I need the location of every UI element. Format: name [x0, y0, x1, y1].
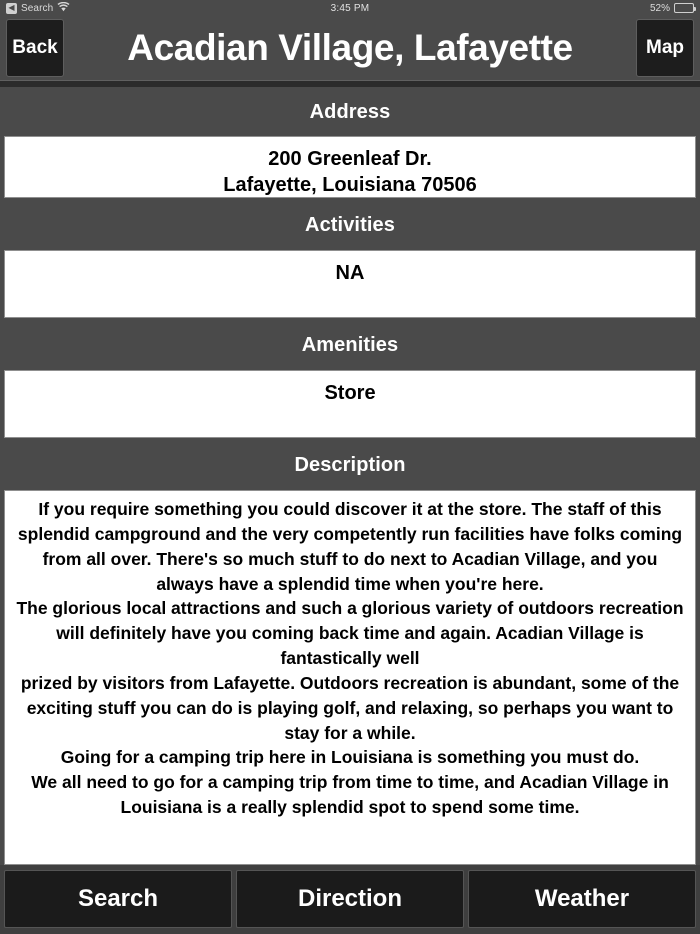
chevron-left-icon: ◀ [6, 3, 17, 14]
map-button[interactable]: Map [636, 19, 694, 77]
description-paragraph: prized by visitors from Lafayette. Outdoors recreation is abundant, some of the exciting stuff you can do is playing golf, and relaxing, so perhaps you want to stay for a while. [20, 672, 680, 743]
status-bar [0, 0, 700, 16]
tab-direction[interactable]: Direction [236, 870, 464, 928]
activities-section-header: Activities [305, 214, 395, 236]
battery-percent-label: 52% [649, 2, 670, 14]
bottom-tab-bar [0, 865, 700, 934]
description-section-header: Description [294, 454, 406, 476]
amenities-section-header: Amenities [301, 334, 399, 356]
status-bar-back-label: Search [21, 2, 54, 14]
description-paragraph: If you require something you could discover it at the store. The staff of this splendid campground and the very competently run facilities have folks coming from all over. There's so much stuff to do next to Acadian Village, and you always have a splendid time when you're here. [17, 499, 683, 594]
status-bar-back-app[interactable] [6, 2, 70, 15]
tab-weather[interactable]: Weather [468, 870, 696, 928]
description-card[interactable] [4, 490, 696, 865]
address-card [4, 136, 696, 198]
battery-icon [674, 3, 694, 13]
navigation-bar [0, 16, 700, 80]
status-bar-battery [650, 3, 694, 14]
activities-value: NA [335, 262, 365, 284]
detail-content [0, 87, 700, 865]
activities-card [4, 250, 696, 318]
page-title: Acadian Village, Lafayette [127, 27, 573, 68]
wifi-icon [57, 2, 70, 15]
description-paragraph: The glorious local attractions and such a glorious variety of outdoors recreation will definitely have you coming back time and again. Acadian Village is fantastically well [16, 598, 684, 669]
tab-search[interactable]: Search [4, 870, 232, 928]
description-paragraph: We all need to go for a camping trip from time to time, and Acadian Village in Louisiana is a really splendid spot to spend some time. [31, 772, 669, 818]
amenities-value: Store [324, 382, 376, 404]
back-button[interactable]: Back [6, 19, 64, 77]
amenities-card [4, 370, 696, 438]
description-paragraph: Going for a camping trip here in Louisiana is something you must do. [60, 747, 640, 768]
header-divider [0, 80, 700, 87]
status-bar-clock: 3:45 PM [330, 2, 370, 14]
address-line-2: Lafayette, Louisiana 70506 [223, 174, 477, 197]
address-section-header: Address [309, 101, 391, 123]
address-line-1: 200 Greenleaf Dr. [268, 148, 432, 170]
